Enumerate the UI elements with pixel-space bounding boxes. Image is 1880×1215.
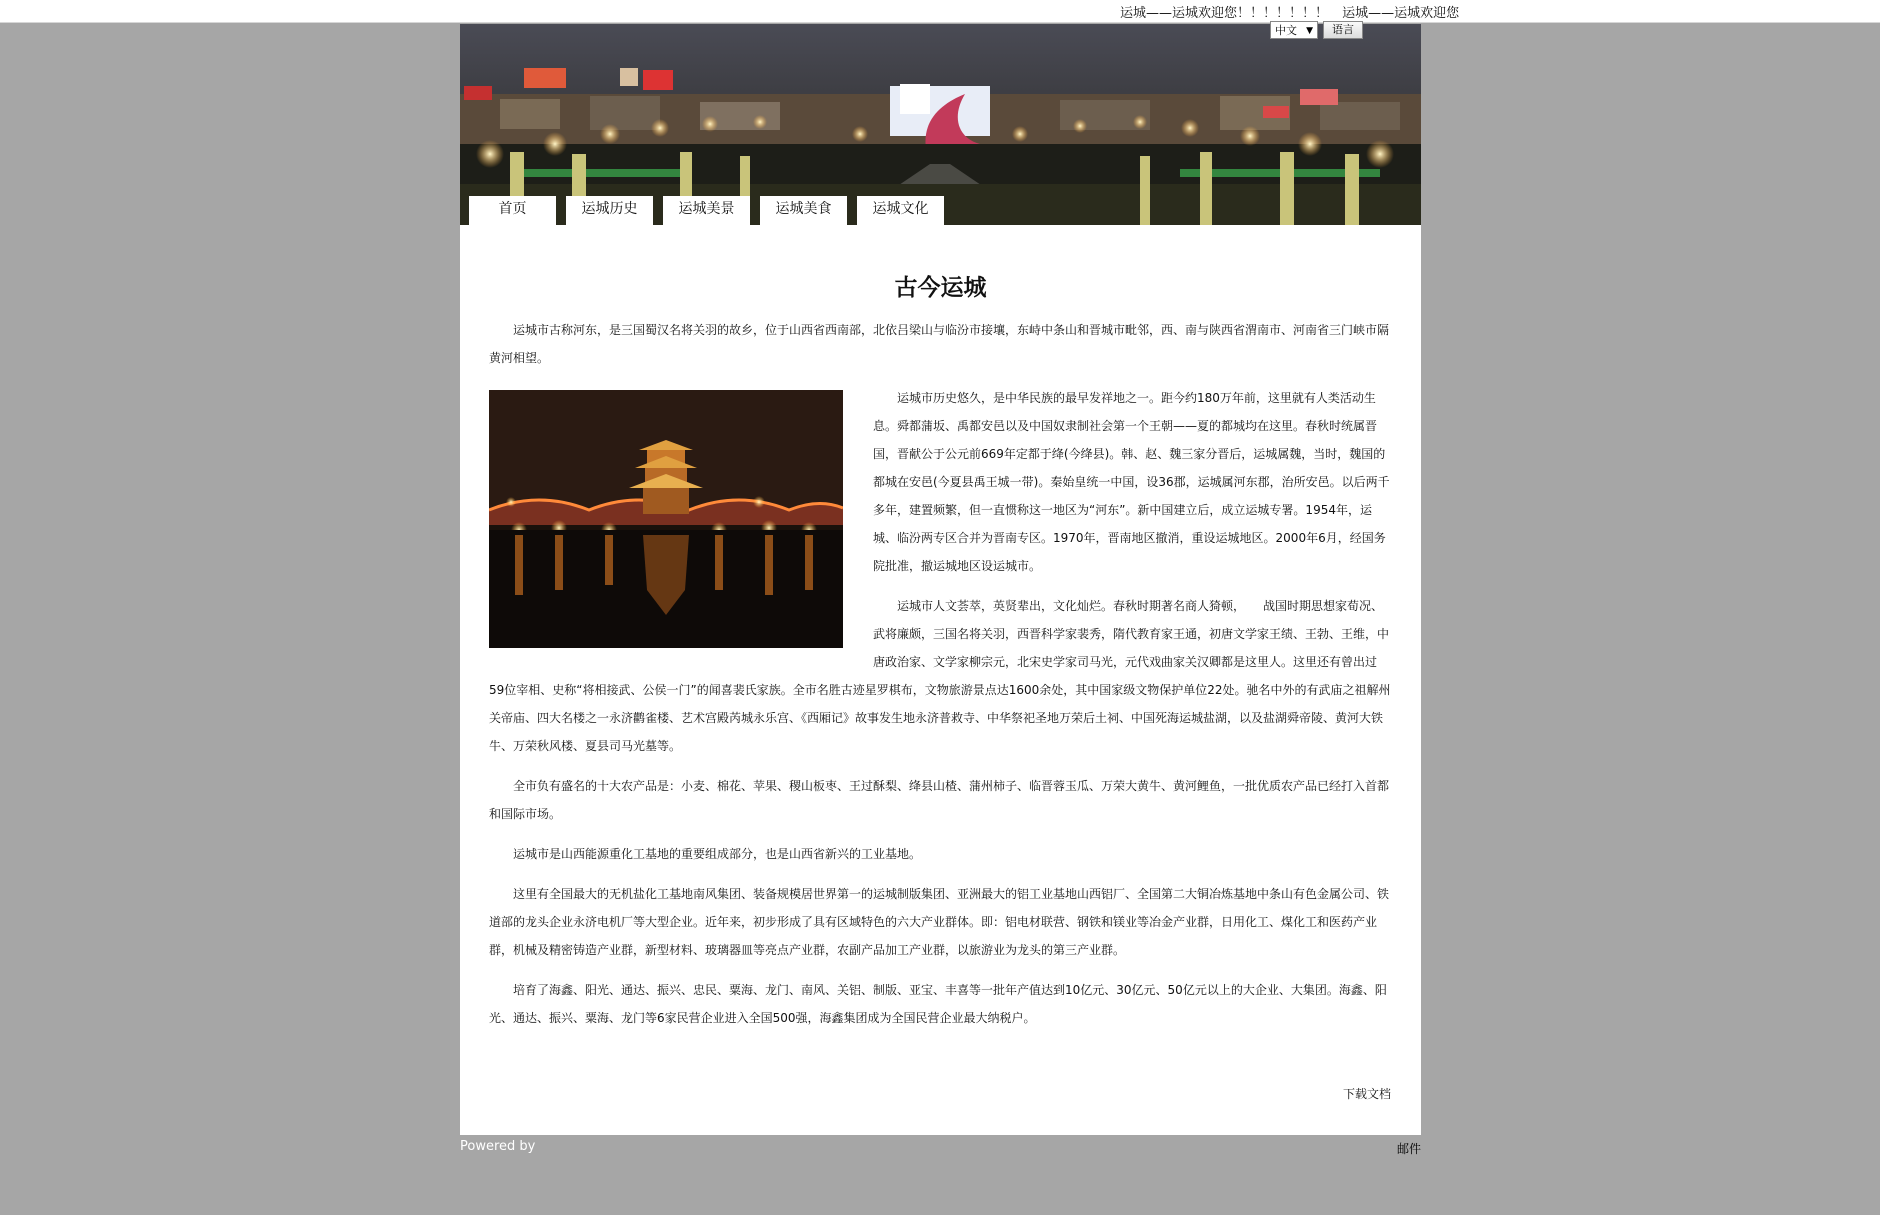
article-paragraph-1: 运城市古称河东，是三国蜀汉名将关羽的故乡，位于山西省西南部，北依吕梁山与临汾市接壤，东峙中条山和晋城市毗邻，西、南与陕西省渭南市、河南省三门峡市隔黄河相望。 xyxy=(489,323,1390,365)
language-select[interactable] xyxy=(1270,21,1318,39)
page-container xyxy=(460,24,1421,1135)
article-paragraph-6: 这里有全国最大的无机盐化工基地南风集团、装备规模居世界第一的运城制版集团、亚洲最大的铝工业基地山西铝厂、全国第二大铜冶炼基地中条山有色金属公司、铁道部的龙头企业永济电机厂等大型企业。近年来，初步形成了具有区域特色的六大产业群体。即：铝电材联营、钢铁和镁业等冶金产业群，日用化工、煤化工和医药产业群，机械及精密铸造产业群，新型材料、玻璃器皿等亮点产业群，农副产品加工产业群，以旅游业为龙头的第三产业群。 xyxy=(489,887,1390,957)
top-marquee-bar xyxy=(0,0,1880,23)
language-switcher xyxy=(1270,21,1363,39)
header-banner-image xyxy=(460,24,1421,225)
language-selected: 中文 xyxy=(1275,24,1297,37)
main-nav xyxy=(469,196,944,225)
pavilion-night-photo xyxy=(489,390,843,648)
article-content xyxy=(489,272,1392,1044)
language-button[interactable]: 语言 xyxy=(1323,21,1363,39)
page-title: 古今运城 xyxy=(894,274,987,301)
powered-by-text: Powered by xyxy=(460,1139,536,1154)
dropdown-arrow-icon: ▼ xyxy=(1306,26,1313,36)
nav-item-culture[interactable]: 运城文化 xyxy=(857,196,944,225)
download-document-link[interactable]: 下载文档 xyxy=(1342,1087,1391,1101)
nav-item-scenery[interactable]: 运城美景 xyxy=(663,196,750,225)
article-paragraph-3: 运城市人文荟萃，英贤辈出，文化灿烂。春秋时期著名商人猗顿， 战国时期思想家荀况、武将廉颇，三国名将关羽，西晋科学家裴秀，隋代教育家王通，初唐文学家王绩、王勃、王维，中唐政治家、文学家柳宗元，北宋史学家司马光，元代戏曲家关汉卿都是这里人。这里还有曾出过59位宰相、史称“将相接武、公侯一门”的闻喜裴氏家族。全市名胜古迹星罗棋布，文物旅游景点达1600余处，其中国家级文物保护单位22处。驰名中外的有武庙之祖解州关帝庙、四大名楼之一永济鹳雀楼、艺术宫殿芮城永乐宫、《西厢记》故事发生地永济普救寺、中华祭祀圣地万荣后土祠、中国死海运城盐湖，以及盐湖舜帝陵、黄河大铁牛、万荣秋风楼、夏县司马光墓等。 xyxy=(489,599,1391,753)
article-paragraph-5: 运城市是山西能源重化工基地的重要组成部分，也是山西省新兴的工业基地。 xyxy=(513,847,922,861)
nav-item-food[interactable]: 运城美食 xyxy=(760,196,847,225)
marquee-text-1: 运城——运城欢迎您！！！！！！！ xyxy=(1120,6,1329,21)
welcome-marquee xyxy=(1120,2,1469,21)
marquee-text-2: 运城——运城欢迎您 xyxy=(1342,6,1460,21)
nav-item-home[interactable]: 首页 xyxy=(469,196,556,225)
nav-item-history[interactable]: 运城历史 xyxy=(566,196,653,225)
article-paragraph-7: 培育了海鑫、阳光、通达、振兴、忠民、粟海、龙门、南风、关铝、制版、亚宝、丰喜等一批年产值达到10亿元、30亿元、50亿元以上的大企业、大集团。海鑫、阳光、通达、振兴、粟海、龙门等6家民营企业进入全国500强，海鑫集团成为全国民营企业最大纳税户。 xyxy=(489,983,1387,1025)
article-paragraph-2: 运城市历史悠久，是中华民族的最早发祥地之一。距今约180万年前，这里就有人类活动生息。舜都蒲坂、禹都安邑以及中国奴隶制社会第一个王朝——夏的都城均在这里。春秋时统属晋国，晋献公于公元前669年定都于绛(今绛县)。韩、赵、魏三家分晋后，运城属魏，当时，魏国的都城在安邑(今夏县禹王城一带)。秦始皇统一中国，设36郡，运城属河东郡，治所安邑。以后两千多年，建置频繁，但一直惯称这一地区为“河东”。新中国建立后，成立运城专署。1954年，运城、临汾两专区合并为晋南专区。1970年，晋南地区撤消，重设运城地区。2000年6月，经国务院批准，撤运城地区设运城市。 xyxy=(873,391,1390,573)
mail-link[interactable]: 邮件 xyxy=(1397,1142,1422,1156)
article-paragraph-4: 全市负有盛名的十大农产品是：小麦、棉花、苹果、稷山板枣、王过酥梨、绛县山楂、蒲州柿子、临晋蓉玉瓜、万荣大黄牛、黄河鲤鱼，一批优质农产品已经打入首都和国际市场。 xyxy=(489,779,1390,821)
